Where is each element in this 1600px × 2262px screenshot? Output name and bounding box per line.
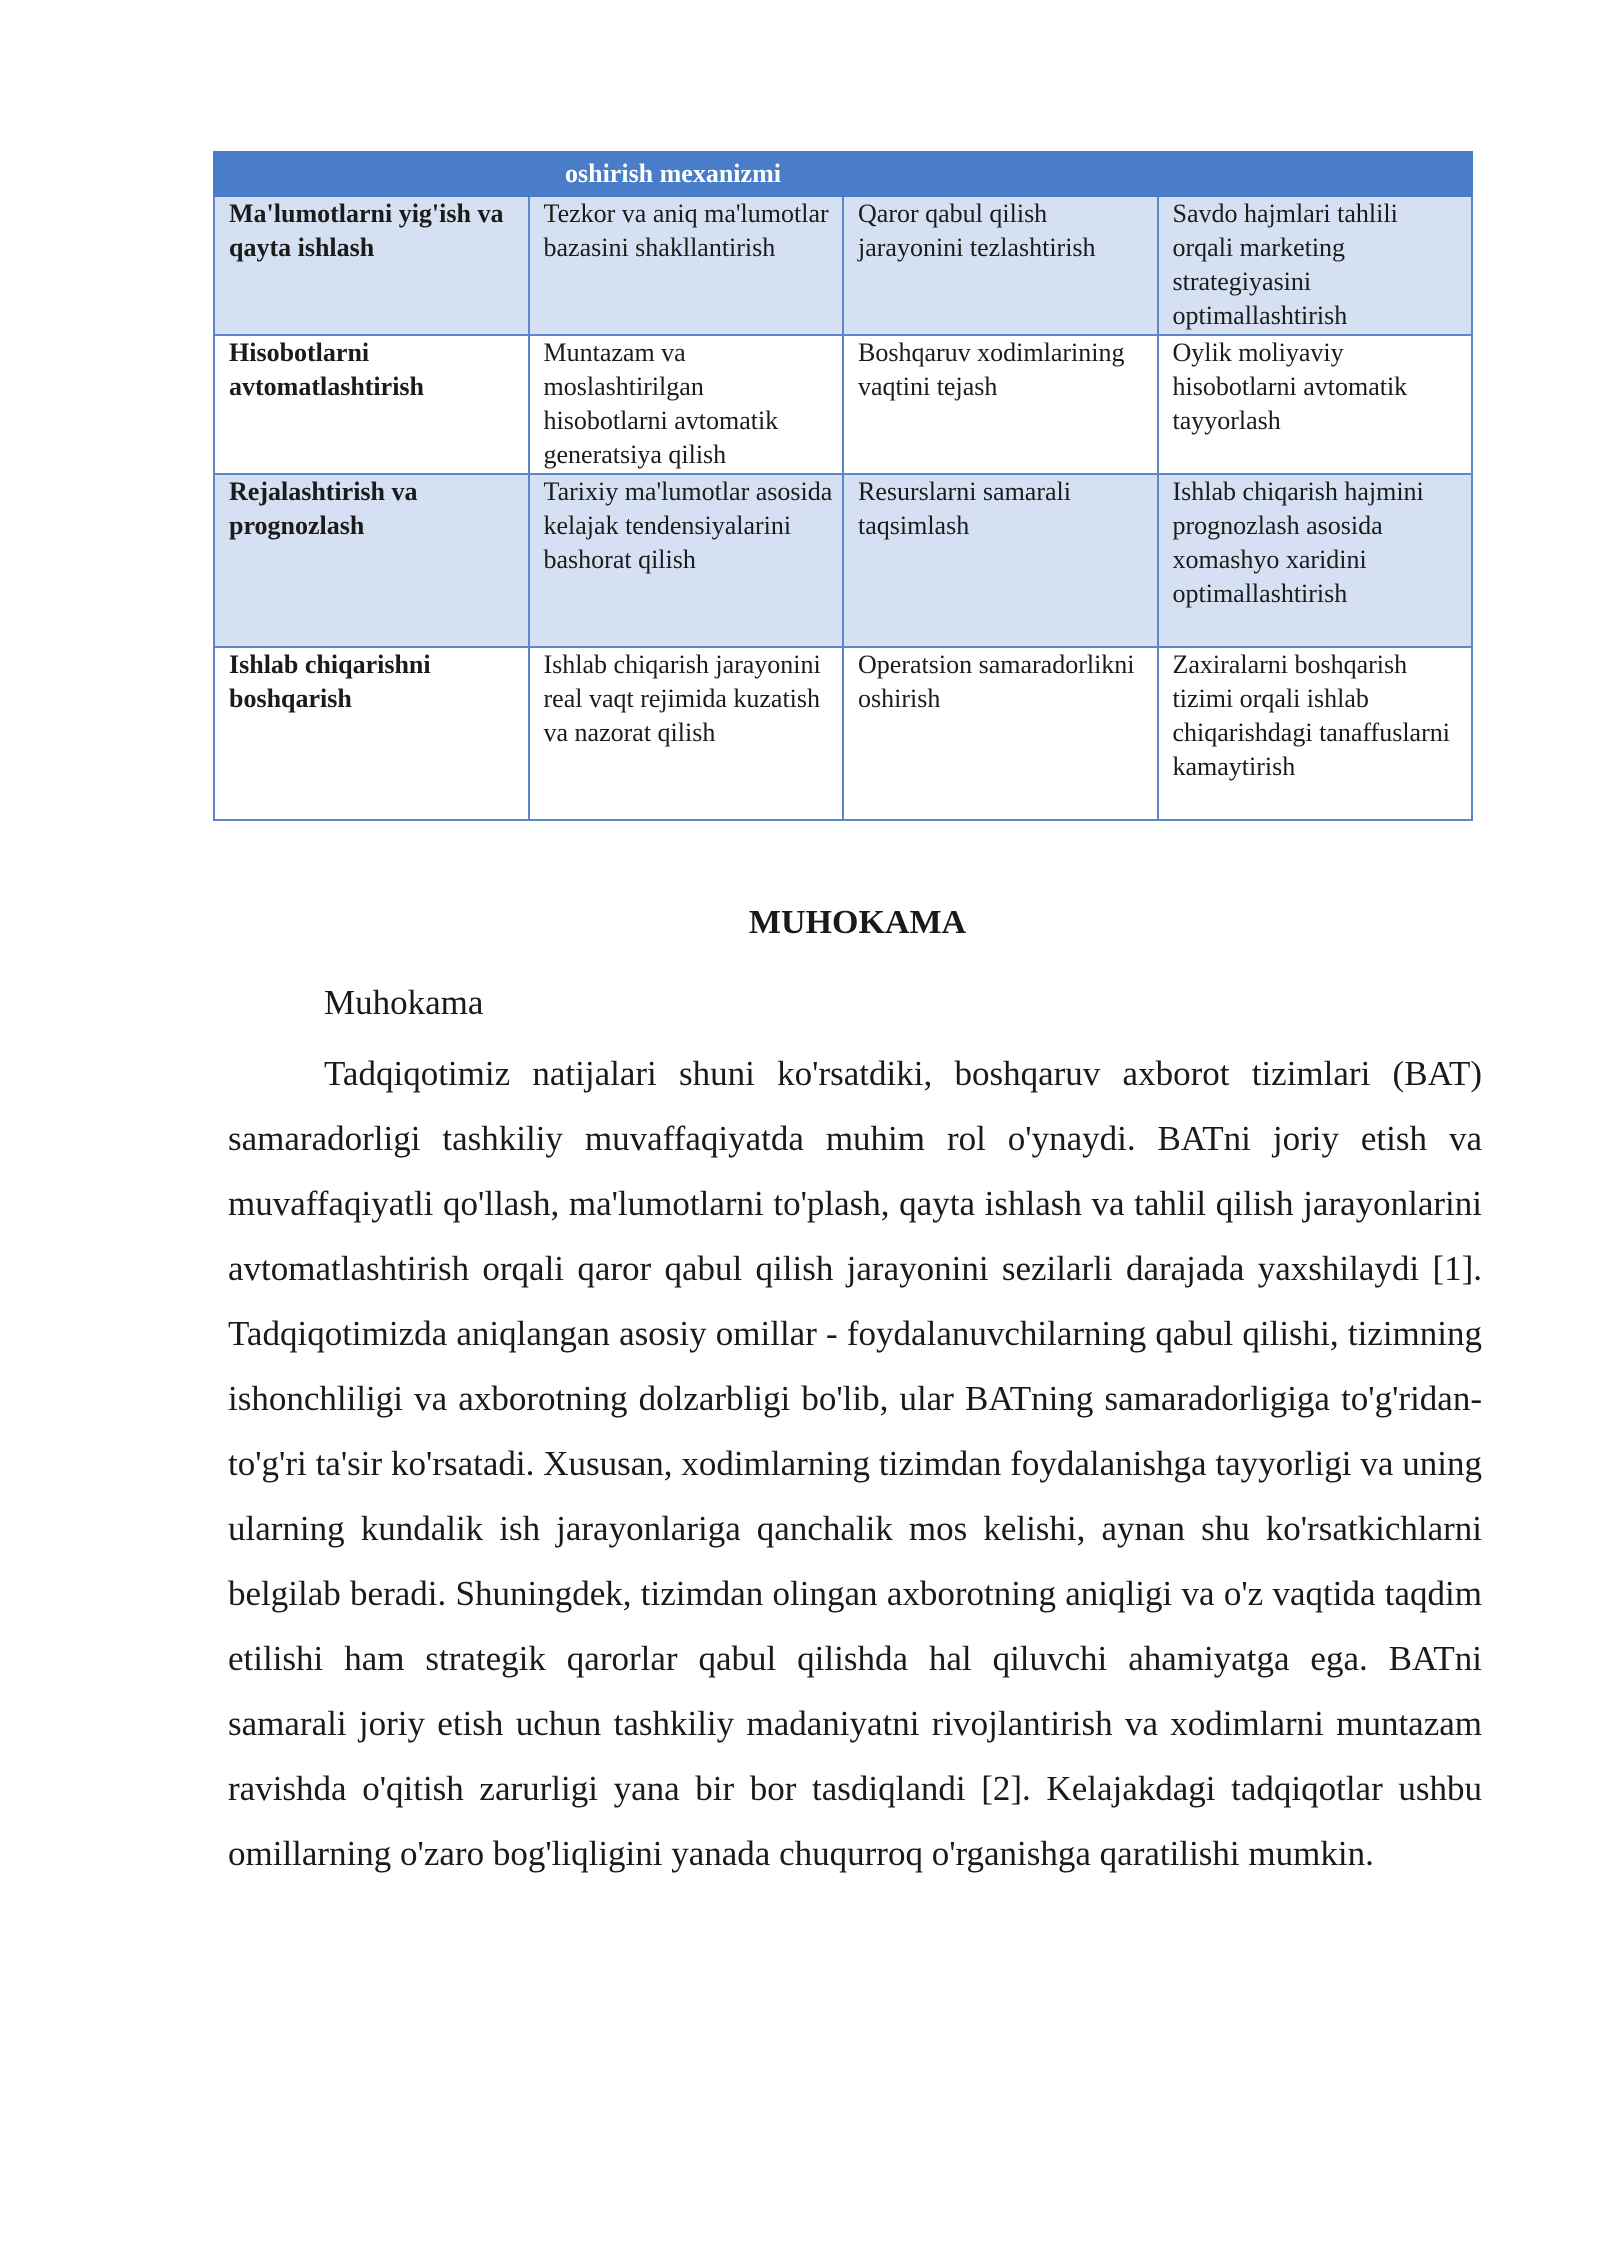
mechanism-table bbox=[213, 151, 1471, 821]
row-heading-cell: Ma'lumotlarni yig'ish va qayta ishlash bbox=[214, 196, 529, 335]
table-cell: Resurslarni samarali taqsimlash bbox=[843, 474, 1158, 647]
table-cell: Savdo hajmlari tahlili orqali marketing strategiyasini optimallashtirish bbox=[1158, 196, 1473, 335]
table-cell: Zaxiralarni boshqarish tizimi orqali ishlab chiqarishdagi tanaffuslarni kamaytirish bbox=[1158, 647, 1473, 820]
table-row bbox=[214, 474, 1472, 647]
row-heading-cell: Hisobotlarni avtomatlashtirish bbox=[214, 335, 529, 474]
table-cell: Tezkor va aniq ma'lumotlar bazasini shakllantirish bbox=[529, 196, 844, 335]
table-cell: Qaror qabul qilish jarayonini tezlashtirish bbox=[843, 196, 1158, 335]
table-cell: Ishlab chiqarish jarayonini real vaqt rejimida kuzatish va nazorat qilish bbox=[529, 647, 844, 820]
table-header-text: oshirish mexanizmi bbox=[565, 159, 781, 188]
body-paragraph: Tadqiqotimiz natijalari shuni ko'rsatdiki, boshqaruv axborot tizimlari (BAT) samaradorligi tashkiliy muvaffaqiyatda muhim rol o'ynaydi. BATni joriy etish va muvaffaqiyatli qo'llash, ma'lumotlarni to'plash, qayta ishlash va tahlil qilish jarayonlarini avtomatlashtirish orqali qaror qabul qilish jarayonini sezilarli darajada yaxshilaydi [1]. Tadqiqotimizda aniqlangan asosiy omillar - foydalanuvchilarning qabul qilishi, tizimning ishonchliligi va axborotning dolzarbligi bo'lib, ular BATning samaradorligiga to'g'ridan-to'g'ri ta'sir ko'rsatadi. Xususan, xodimlarning tizimdan foydalanishga tayyorligi va uning ularning kundalik ish jarayonlariga qanchalik mos kelishi, aynan shu ko'rsatkichlarni belgilab beradi. Shuningdek, tizimdan olingan axborotning aniqligi va o'z vaqtida taqdim etilishi ham strategik qarorlar qabul qilishda hal qiluvchi ahamiyatga ega. BATni samarali joriy etish uchun tashkiliy madaniyatni rivojlantirish va xodimlarni muntazam ravishda o'qitish zarurligi yana bir bor tasdiqlandi [2]. Kelajakdagi tadqiqotlar ushbu omillarning o'zaro bog'liqligini yanada chuqurroq o'rganishga qaratilishi mumkin. bbox=[228, 1054, 1482, 1873]
table-grid bbox=[213, 151, 1473, 821]
section-title: MUHOKAMA bbox=[748, 904, 967, 941]
table-header-row bbox=[214, 152, 1472, 196]
table-row bbox=[214, 196, 1472, 335]
row-heading-cell: Ishlab chiqarishni boshqarish bbox=[214, 647, 529, 820]
table-cell: Oylik moliyaviy hisobotlarni avtomatik tayyorlash bbox=[1158, 335, 1473, 474]
row-heading-cell: Rejalashtirish va prognozlash bbox=[214, 474, 529, 647]
table-cell: Operatsion samaradorlikni oshirish bbox=[843, 647, 1158, 820]
table-cell: Ishlab chiqarish hajmini prognozlash asosida xomashyo xaridini optimallashtirish bbox=[1158, 474, 1473, 647]
table-cell: Boshqaruv xodimlarining vaqtini tejash bbox=[843, 335, 1158, 474]
table-cell: Muntazam va moslashtirilgan hisobotlarni avtomatik generatsiya qilish bbox=[529, 335, 844, 474]
table-row bbox=[214, 647, 1472, 820]
table-header-cell bbox=[214, 152, 1472, 196]
section-subheading: Muhokama bbox=[324, 983, 484, 1022]
table-cell: Tarixiy ma'lumotlar asosida kelajak tendensiyalarini bashorat qilish bbox=[529, 474, 844, 647]
table-row bbox=[214, 335, 1472, 474]
